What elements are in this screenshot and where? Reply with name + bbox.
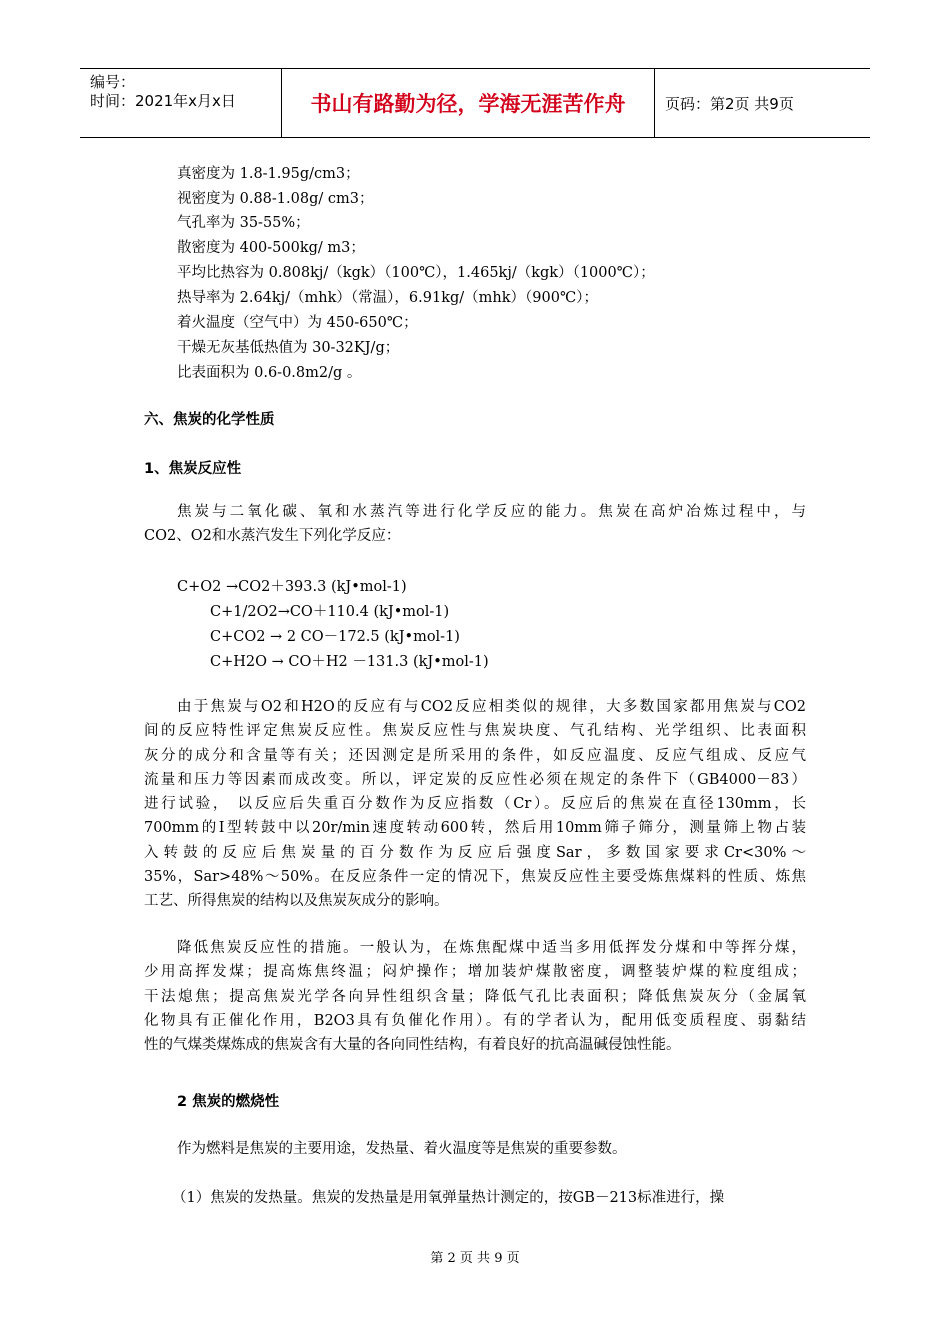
paragraph-line: CO2、O2和水蒸汽发生下列化学反应： bbox=[144, 528, 401, 545]
header-motto: 书山有路勤为径，学海无涯苦作舟 bbox=[282, 69, 655, 137]
reaction-equation: C+O2 →CO2＋393.3 (kJ•mol-1) bbox=[177, 579, 407, 595]
combustion-intro: 作为燃料是焦炭的主要用途，发热量、着火温度等是焦炭的重要参数。 bbox=[177, 1141, 627, 1157]
paragraph-line: 干法熄焦；提高焦炭光学各向异性组织含量；降低气孔比表面积；降低焦炭灰分（金属氧 bbox=[144, 988, 806, 1005]
property-line: 热导率为 2.64kj/（mhk）（常温），6.91kg/（mhk）（900℃）； bbox=[177, 290, 598, 306]
paragraph-line: 降低焦炭反应性的措施。一般认为，在炼焦配煤中适当多用低挥发分煤和中等挥分煤， bbox=[177, 940, 806, 956]
reduce-reactivity-paragraph bbox=[144, 936, 806, 1057]
property-line: 比表面积为 0.6-0.8m2/g 。 bbox=[177, 365, 362, 381]
paragraph-line: 焦炭与二氧化碳、氧和水蒸汽等进行化学反应的能力。焦炭在高炉冶炼过程中，与 bbox=[177, 504, 806, 520]
paragraph-line: 入转鼓的反应后焦炭量的百分数作为反应后强度Sar，多数国家要求Cr<30%～ bbox=[144, 844, 806, 861]
property-line: 气孔率为 35-55%； bbox=[177, 215, 310, 231]
document-date: 时间：2021年x月x日 bbox=[90, 92, 236, 110]
paragraph-line: 工艺、所得焦炭的结构以及焦炭灰成分的影响。 bbox=[144, 893, 449, 910]
paragraph-line: 间的反应特性评定焦炭反应性。焦炭反应性与焦炭块度、气孔结构、光学组织、比表面积 bbox=[144, 723, 806, 740]
header-page-code: 页码：第2页 共9页 bbox=[665, 94, 794, 113]
page-footer: 第 2 页 共 9 页 bbox=[430, 1251, 520, 1266]
property-line: 真密度为 1.8-1.95g/cm3； bbox=[177, 166, 360, 182]
paragraph-line: 灰分的成分和含量等有关；还因测定是所采用的条件，如反应温度、反应气组成、反应气 bbox=[144, 747, 806, 764]
paragraph-line: 少用高挥发煤；提高炼焦终温；闷炉操作；增加装炉煤散密度，调整装炉煤的粒度组成； bbox=[144, 964, 806, 981]
subsection-heading: 2 焦炭的燃烧性 bbox=[177, 1094, 280, 1110]
calorific-value-line: （1）焦炭的发热量。焦炭的发热量是用氧弹量热计测定的，按GB－213标准进行，操 bbox=[172, 1190, 725, 1206]
header-meta bbox=[80, 69, 282, 137]
paragraph-line: 化物具有正催化作用，B2O3具有负催化作用）。有的学者认为，配用低变质程度、弱黏结 bbox=[144, 1012, 806, 1029]
reactivity-paragraph bbox=[144, 695, 806, 914]
property-line: 散密度为 400-500kg/ m3； bbox=[177, 240, 365, 256]
paragraph-line: 700mm的I型转鼓中以20r/min速度转动600转，然后用10mm筛子筛分，测量筛上物占装 bbox=[144, 820, 806, 837]
paragraph-line: 由于焦炭与O2和H2O的反应有与CO2反应相类似的规律，大多数国家都用焦炭与CO2 bbox=[177, 699, 806, 715]
document-number-label: 编号： bbox=[90, 73, 136, 91]
subsection-heading: 1、焦炭反应性 bbox=[144, 461, 242, 477]
reaction-equation: C+1/2O2→CO＋110.4 (kJ•mol-1) bbox=[210, 604, 450, 620]
page-header bbox=[80, 68, 870, 138]
paragraph-line: 35%，Sar>48%～50%。在反应条件一定的情况下，焦炭反应性主要受炼焦煤料的性质、炼焦 bbox=[144, 869, 806, 886]
property-line: 视密度为 0.88-1.08g/ cm3； bbox=[177, 191, 374, 207]
reaction-equation: C+H2O → CO＋H2 －131.3 (kJ•mol-1) bbox=[210, 654, 489, 670]
section-heading: 六、焦炭的化学性质 bbox=[144, 412, 275, 428]
paragraph-line: 性的气煤类煤炼成的焦炭含有大量的各向同性结构，有着良好的抗高温碱侵蚀性能。 bbox=[144, 1037, 681, 1054]
reaction-equation: C+CO2 → 2 CO－172.5 (kJ•mol-1) bbox=[210, 629, 460, 645]
paragraph-line: 流量和压力等因素而成改变。所以，评定炭的反应性必须在规定的条件下（GB4000－83） bbox=[144, 771, 806, 788]
property-line: 干燥无灰基低热值为 30-32KJ/g； bbox=[177, 340, 400, 356]
intro-paragraph bbox=[144, 500, 806, 549]
property-line: 平均比热容为 0.808kj/（kgk）（100℃），1.465kj/（kgk）（1000℃）； bbox=[177, 265, 655, 281]
paragraph-line: 进行试验， 以反应后失重百分数作为反应指数（Cr）。反应后的焦炭在直径130mm，长 bbox=[144, 796, 806, 813]
property-line: 着火温度（空气中）为 450-650℃； bbox=[177, 315, 418, 331]
